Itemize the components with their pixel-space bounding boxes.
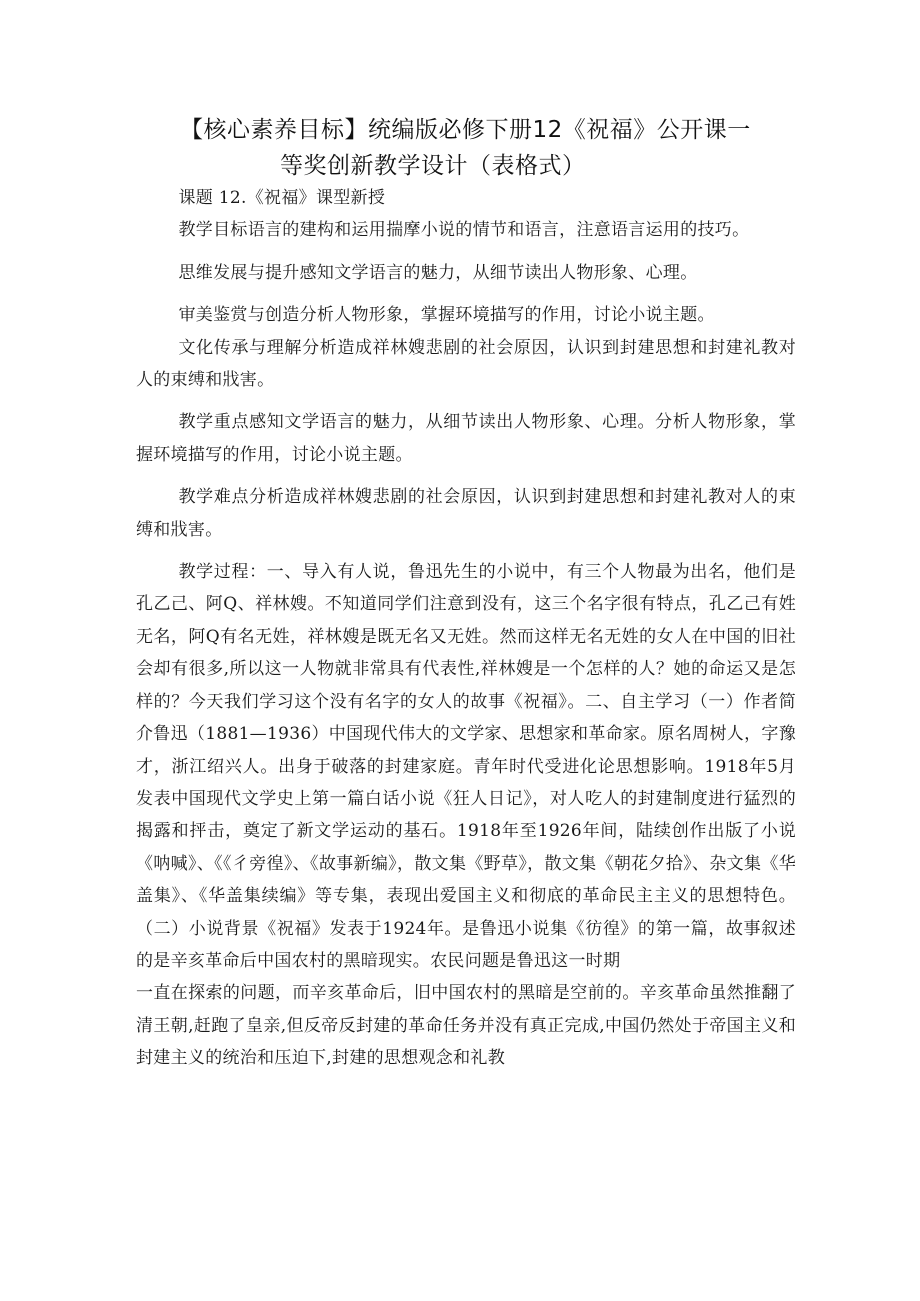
objective-language-paragraph: 教学目标语言的建构和运用揣摩小说的情节和语言，注意语言运用的技巧。 [178,220,750,241]
difficult-points-paragraph: 教学难点分析造成祥林嫂悲剧的社会原因，认识到封建思想和封建礼教对人的束缚和戕害。 [136,487,796,540]
lesson-info-paragraph: 课题 12.《祝福》课型新授 [178,188,386,208]
title-line-1: 【核心素养目标】统编版必修下册12《祝福》公开课一 [180,117,751,143]
objective-thinking-paragraph: 思维发展与提升感知文学语言的魅力，从细节读出人物形象、心理。 [178,262,698,283]
document-title [150,112,800,184]
key-points-paragraph: 教学重点感知文学语言的魅力，从细节读出人物形象、心理。分析人物形象，掌握环境描写的作用，讨论小说主题。 [136,412,796,465]
teaching-process-paragraph: 教学过程：一、导入有人说，鲁迅先生的小说中，有三个人物最为出名，他们是孔乙己、阿Q、祥林嫂。不知道同学们注意到没有，这三个名字很有特点，孔乙己有姓无名，阿Q有名无姓，祥林嫂是既无名又无姓。然而这样无名无姓的女人在中国的旧社会却有很多,所以这一人物就非常具有代表性,祥林嫂是一个怎样的人？她的命运又是怎样的？今天我们学习这个没有名字的女人的故事《祝福》。二、自主学习（一）作者简介鲁迅（1881—1936）中国现代伟大的文学家、思想家和革命家。原名周树人，字豫才，浙江绍兴人。出身于破落的封建家庭。青年时代受进化论思想影响。1918年5月发表中国现代文学史上第一篇白话小说《狂人日记》，对人吃人的封建制度进行猛烈的揭露和抨击，奠定了新文学运动的基石。1918年至1926年间，陆续创作出版了小说《呐喊》、《《彳旁徨》、《故事新编》，散文集《野草》，散文集《朝花夕拾》、杂文集《华盖集》、《华盖集续编》等专集，表现出爱国主义和彻底的革命民主主义的思想特色。（二）小说背景《祝福》发表于1924年。是鲁迅小说集《彷徨》的第一篇，故事叙述的是辛亥革命后中国农村的黑暗现实。农民问题是鲁迅这一时期 [136,562,796,971]
objective-aesthetic-paragraph: 审美鉴赏与创造分析人物形象，掌握环境描写的作用，讨论小说主题。 [178,305,715,326]
teaching-process-continued-paragraph: 一直在探索的问题，而辛亥革命后，旧中国农村的黑暗是空前的。辛亥革命虽然推翻了清王朝,赶跑了皇亲,但反帝反封建的革命任务并没有真正完成,中国仍然处于帝国主义和封建主义的统治和压迫下,封建的思想观念和礼教 [136,983,796,1069]
document-body [136,182,796,1075]
objective-culture-paragraph: 文化传承与理解分析造成祥林嫂悲剧的社会原因，认识到封建思想和封建礼教对人的束缚和戕害。 [136,337,796,391]
title-line-2: 等奖创新教学设计（表格式） [280,153,586,179]
